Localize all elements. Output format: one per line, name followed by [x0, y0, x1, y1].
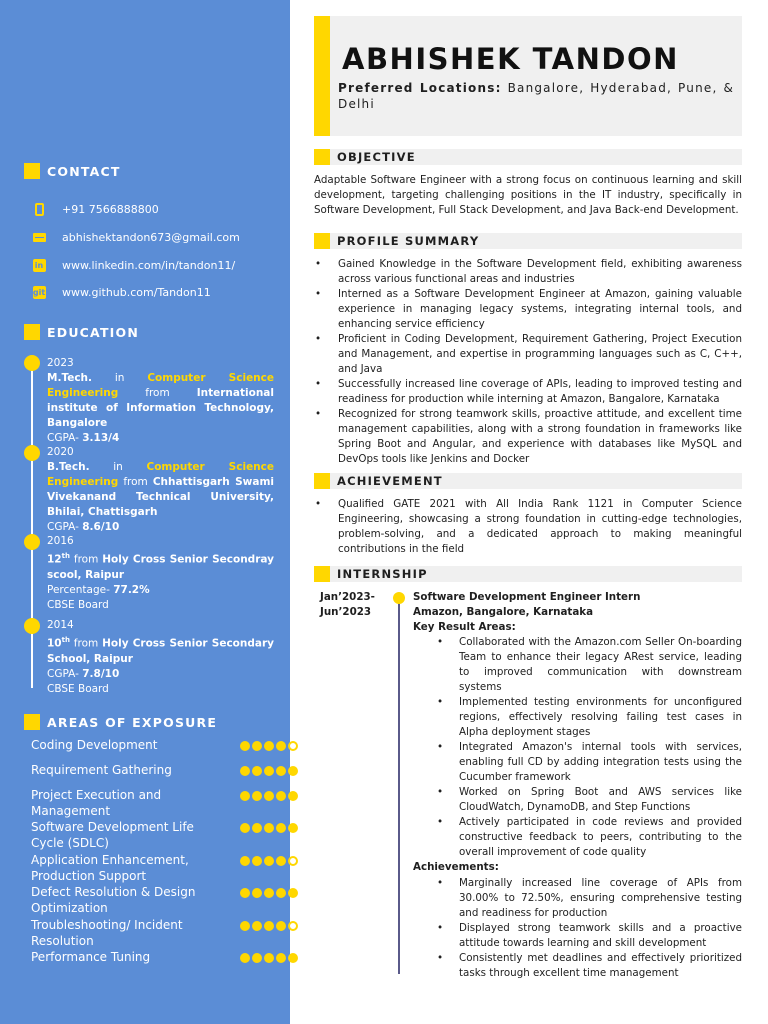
exposure-label: Software Development Life Cycle (SDLC): [31, 820, 194, 850]
filled-dot-icon: [276, 791, 286, 801]
kra-list: [413, 635, 742, 860]
empty-dot-icon: [288, 856, 298, 866]
exposure-item: [31, 787, 291, 819]
list-item: • Proficient in Coding Development, Requirement Gathering, Project Execution and Management, and expertise in programming languages such as C, C++, and Java: [314, 332, 742, 377]
list-item: • Consistently met deadlines and effectively prioritized tasks through excellent time management: [413, 951, 742, 981]
objective-text: Adaptable Software Engineer with a strong focus on continuous learning and skill development, targeting challenging positions in the IT industry, specifically in Software Development, Full Stack Development, and Java Back-end Development.: [314, 174, 742, 216]
contact-email[interactable]: [32, 229, 240, 245]
filled-dot-icon: [252, 953, 262, 963]
filled-dot-icon: [276, 766, 286, 776]
internship-achievements-list: [413, 876, 742, 981]
contact-linkedin[interactable]: [32, 257, 235, 273]
heading-square-icon: [24, 324, 40, 340]
filled-dot-icon: [264, 791, 274, 801]
email-link[interactable]: abhishektandon673@gmail.com: [62, 230, 240, 244]
achievements-label: Achievements:: [413, 861, 499, 873]
filled-dot-icon: [264, 823, 274, 833]
rating-dots: [240, 741, 300, 751]
heading-square-icon: [314, 149, 330, 165]
exposure-label: Performance Tuning: [31, 950, 151, 964]
timeline-dot: [24, 445, 40, 461]
filled-dot-icon: [264, 888, 274, 898]
filled-dot-icon: [276, 741, 286, 751]
internship-timeline-line: [398, 598, 400, 974]
timeline-dot: [24, 534, 40, 550]
list-item: • Collaborated with the Amazon.com Seller On-boarding Team to enhance their legacy ARest service, leading to improved communication with downstream systems: [413, 635, 742, 695]
filled-dot-icon: [276, 856, 286, 866]
mail-icon: [32, 230, 46, 244]
filled-dot-icon: [240, 888, 250, 898]
phone-icon: [32, 202, 46, 216]
achievement-list: [314, 497, 742, 557]
exposure-item: [31, 884, 291, 916]
timeline-dot: [24, 355, 40, 371]
linkedin-icon: in: [32, 258, 46, 272]
education-entry: 2023 M.Tech. in Computer Science Engineering from International institute of Information Technology, Bangalore CGPA- 3.13/4: [47, 357, 275, 444]
profile-summary-list: [314, 257, 742, 467]
exposure-label: Application Enhancement, Production Support: [31, 853, 189, 883]
filled-dot-icon: [264, 953, 274, 963]
internship-heading: INTERNSHIP: [314, 566, 742, 582]
filled-dot-icon: [264, 766, 274, 776]
rating-dots: [240, 921, 300, 931]
filled-dot-icon: [240, 791, 250, 801]
timeline-dot: [24, 618, 40, 634]
filled-dot-icon: [252, 766, 262, 776]
education-heading: EDUCATION: [24, 323, 139, 341]
exposure-heading: AREAS OF EXPOSURE: [24, 713, 217, 731]
filled-dot-icon: [240, 766, 250, 776]
filled-dot-icon: [276, 823, 286, 833]
education-entry: 2016 12th from Holy Cross Senior Secondray scool, Raipur Percentage- 77.2% CBSE Board: [47, 535, 274, 611]
profile-heading: PROFILE SUMMARY: [314, 233, 742, 249]
education-entry: 2020 B.Tech. in Computer Science Engineering from Chhattisgarh Swami Vivekanand Technical University, Bhilai, Chattisgarh CGPA- 8.6/10: [47, 446, 275, 533]
filled-dot-icon: [252, 921, 262, 931]
filled-dot-icon: [288, 791, 298, 801]
filled-dot-icon: [288, 888, 298, 898]
exposure-item: [31, 852, 291, 884]
filled-dot-icon: [240, 921, 250, 931]
education-entry: 2014 10th from Holy Cross Senior Secondary School, Raipur CGPA- 7.8/10 CBSE Board: [47, 619, 274, 695]
list-item: • Gained Knowledge in the Software Development field, exhibiting awareness across various functional areas and industries: [314, 257, 742, 287]
exposure-item: [31, 737, 291, 753]
filled-dot-icon: [252, 741, 262, 751]
exposure-label: Requirement Gathering: [31, 763, 172, 777]
timeline-dot: [393, 592, 405, 604]
exposure-label: Troubleshooting/ Incident Resolution: [31, 918, 183, 948]
empty-dot-icon: [288, 741, 298, 751]
github-icon: git: [32, 287, 46, 297]
filled-dot-icon: [240, 741, 250, 751]
list-item: • Actively participated in code reviews and provided constructive feedback to peers, contributing to the overall improvement of code quality: [413, 815, 742, 860]
rating-dots: [240, 791, 300, 801]
filled-dot-icon: [276, 953, 286, 963]
heading-square-icon: [314, 473, 330, 489]
list-item: • Implemented testing environments for unconfigured regions, effectively resolving failing test cases in Alpha deployment stages: [413, 695, 742, 740]
filled-dot-icon: [240, 856, 250, 866]
heading-square-icon: [314, 566, 330, 582]
filled-dot-icon: [240, 823, 250, 833]
github-link[interactable]: www.github.com/Tandon11: [62, 285, 211, 299]
list-item: • Recognized for strong teamwork skills, proactive attitude, and excellent time management capabilities, along with a strong foundation in frameworks like Spring Boot and Angular, and experience with databases like MySQL and DevOps tools like Jenkins and Docker: [314, 407, 742, 467]
name-accent-bar: [314, 16, 330, 136]
internship-dates: Jan’2023- Jun’2023: [320, 591, 375, 618]
filled-dot-icon: [264, 856, 274, 866]
list-item: • Displayed strong teamwork skills and a proactive attitude towards learning and skill development: [413, 921, 742, 951]
exposure-label: Coding Development: [31, 738, 158, 752]
exposure-item: [31, 917, 291, 949]
exposure-item: [31, 949, 291, 965]
rating-dots: [240, 766, 300, 776]
kra-label: Key Result Areas:: [413, 621, 516, 633]
filled-dot-icon: [252, 791, 262, 801]
exposure-label: Project Execution and Management: [31, 788, 162, 818]
heading-square-icon: [314, 233, 330, 249]
exposure-item: [31, 819, 291, 851]
contact-phone: [32, 201, 159, 217]
filled-dot-icon: [288, 823, 298, 833]
linkedin-link[interactable]: www.linkedin.com/in/tandon11/: [62, 258, 236, 272]
filled-dot-icon: [276, 888, 286, 898]
heading-square-icon: [24, 714, 40, 730]
list-item: • Worked on Spring Boot and AWS services like CloudWatch, DynamoDB, and Step Functions: [413, 785, 742, 815]
filled-dot-icon: [252, 823, 262, 833]
rating-dots: [240, 823, 300, 833]
filled-dot-icon: [252, 888, 262, 898]
rating-dots: [240, 888, 300, 898]
achievement-heading: ACHIEVEMENT: [314, 473, 742, 489]
sidebar: [0, 0, 290, 1024]
exposure-label: Defect Resolution & Design Optimization: [31, 885, 196, 915]
candidate-name: ABHISHEK TANDON: [342, 42, 679, 76]
filled-dot-icon: [240, 953, 250, 963]
list-item: • Integrated Amazon's internal tools with services, enabling full CD by adding integration tests using the Cucumber framework: [413, 740, 742, 785]
preferred-locations: Preferred Locations: Bangalore, Hyderabad, Pune, & Delhi: [338, 81, 735, 111]
filled-dot-icon: [288, 953, 298, 963]
internship-header: [413, 590, 742, 635]
name-header: [314, 16, 742, 136]
heading-square-icon: [24, 163, 40, 179]
filled-dot-icon: [276, 921, 286, 931]
rating-dots: [240, 953, 300, 963]
list-item: • Interned as a Software Development Engineer at Amazon, gaining valuable experience in managing legacy systems, integrating internal tools, and enhancing service efficiency: [314, 287, 742, 332]
phone-text: +91 7566888800: [62, 202, 159, 216]
exposure-item: [31, 762, 291, 778]
empty-dot-icon: [288, 921, 298, 931]
contact-github[interactable]: [32, 284, 211, 300]
contact-heading: CONTACT: [24, 162, 121, 180]
filled-dot-icon: [252, 856, 262, 866]
job-title: Software Development Engineer Intern: [413, 591, 641, 603]
list-item: • Marginally increased line coverage of APIs from 30.00% to 72.50%, ensuring comprehensive testing and readiness for production: [413, 876, 742, 921]
filled-dot-icon: [264, 921, 274, 931]
company: Amazon, Bangalore, Karnataka: [413, 606, 594, 618]
education-timeline-line: [31, 362, 33, 688]
filled-dot-icon: [264, 741, 274, 751]
rating-dots: [240, 856, 300, 866]
list-item: • Qualified GATE 2021 with All India Rank 1121 in Computer Science Engineering, showcasing a strong foundation in cutting-edge technologies, problem-solving, and a dedicated approach to making meaningful contributions in the field: [314, 497, 742, 557]
objective-heading: OBJECTIVE: [314, 149, 742, 165]
filled-dot-icon: [288, 766, 298, 776]
list-item: • Successfully increased line coverage of APIs, leading to improved testing and readiness for production while interning at Amazon, Bangalore, Karnataka: [314, 377, 742, 407]
